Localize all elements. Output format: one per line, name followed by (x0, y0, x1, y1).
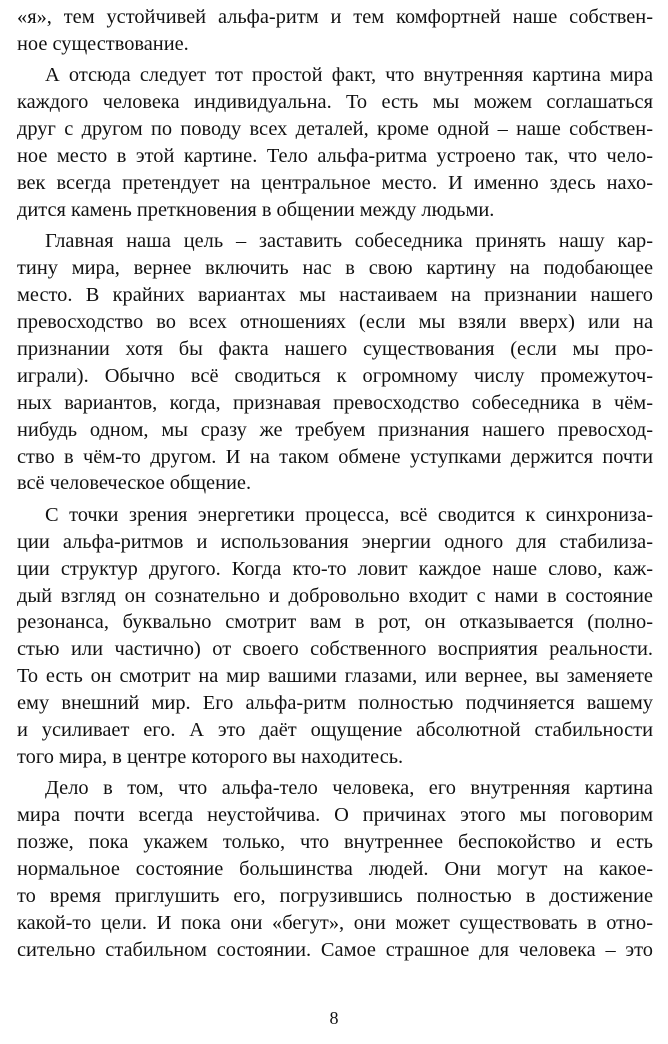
text-line: С точки зрения энергетики процесса, всё сводится к синхрониза- (45, 503, 653, 526)
text-line: ное место в этой картине. Тело альфа-ритма устроено так, что чело- (17, 145, 653, 168)
paragraph (17, 502, 653, 771)
paragraph (17, 4, 653, 58)
paragraph (17, 62, 653, 223)
text-line: того мира, в центре которого вы находитесь. (17, 745, 404, 768)
text-line: место. В крайних вариантах мы настаиваем на признании нашего (17, 284, 653, 307)
text-line: каждого человека индивидуальна. То есть мы можем соглашаться (17, 91, 653, 114)
text-line: всё человеческое общение. (17, 472, 252, 495)
page-number: 8 (329, 1008, 339, 1028)
text-line: то время приглушить его, погрузившись полностью в достижение (17, 885, 653, 907)
text-line: ство в чём-то другом. И на таком обмене уступками держится почти (17, 445, 653, 468)
text-line: ции альфа-ритмов и использования энергии одного для стабилиза- (17, 530, 653, 553)
page-text (17, 4, 653, 964)
text-line: позже, пока укажем только, что внутреннее беспокойство и есть (17, 831, 653, 854)
text-line: дится камень преткновения в общении между людьми. (17, 198, 495, 221)
text-line: и усиливает его. А это даёт ощущение абсолютной стабильности (17, 719, 653, 742)
text-line: стью или частично) от своего собственного восприятия реальности. (17, 638, 653, 661)
text-line: ное существование. (17, 32, 189, 55)
text-line: Дело в том, что альфа-тело человека, его внутренняя картина (45, 777, 653, 800)
text-line: «я», тем устойчивей альфа-ритм и тем комфортней наше собствен- (17, 6, 653, 28)
text-line: дый взгляд он сознательно и добровольно входит с нами в состояние (17, 584, 653, 607)
text-line: превосходство во всех отношениях (если мы взяли вверх) или на (17, 310, 653, 333)
text-line: какой-то цели. И пока они «бегут», они может существовать в отно- (17, 911, 653, 934)
text-line: Главная наша цель – заставить собеседника принять нашу кар- (45, 230, 653, 253)
text-line: То есть он смотрит на мир вашими глазами, или вернее, вы заменяете (17, 665, 653, 688)
text-line: ции структур другого. Когда кто-то ловит каждое наше слово, каж- (17, 557, 653, 580)
text-line: друг с другом по поводу всех деталей, кроме одной – наше собствен- (17, 118, 653, 141)
text-line: сительно стабильном состоянии. Самое страшное для человека – это (17, 938, 653, 961)
text-line: мира почти всегда неустойчива. О причинах этого мы поговорим (17, 804, 653, 827)
text-line: играли). Обычно всё сводиться к огромному числу промежуточ- (17, 364, 653, 387)
text-line: век всегда претендует на центральное место. И именно здесь нахо- (17, 171, 653, 194)
text-line: резонанса, буквально смотрит вам в рот, он отказывается (полно- (17, 611, 653, 634)
paragraph (17, 228, 653, 497)
text-line: нормальное состояние большинства людей. Они могут на какое- (17, 858, 653, 881)
text-line: нибудь одном, мы сразу же требуем признания нашего превосход- (17, 418, 653, 441)
text-line: признании хотя бы факта нашего существования (если мы про- (17, 337, 653, 360)
text-line: А отсюда следует тот простой факт, что внутренняя картина мира (45, 64, 653, 87)
paragraph (17, 775, 653, 963)
text-line: ему внешний мир. Его альфа-ритм полностью подчиняется вашему (17, 692, 653, 715)
text-line: ных вариантов, когда, признавая превосходство собеседника в чём- (17, 391, 653, 414)
text-line: тину мира, вернее включить нас в свою картину на подобающее (17, 257, 653, 280)
